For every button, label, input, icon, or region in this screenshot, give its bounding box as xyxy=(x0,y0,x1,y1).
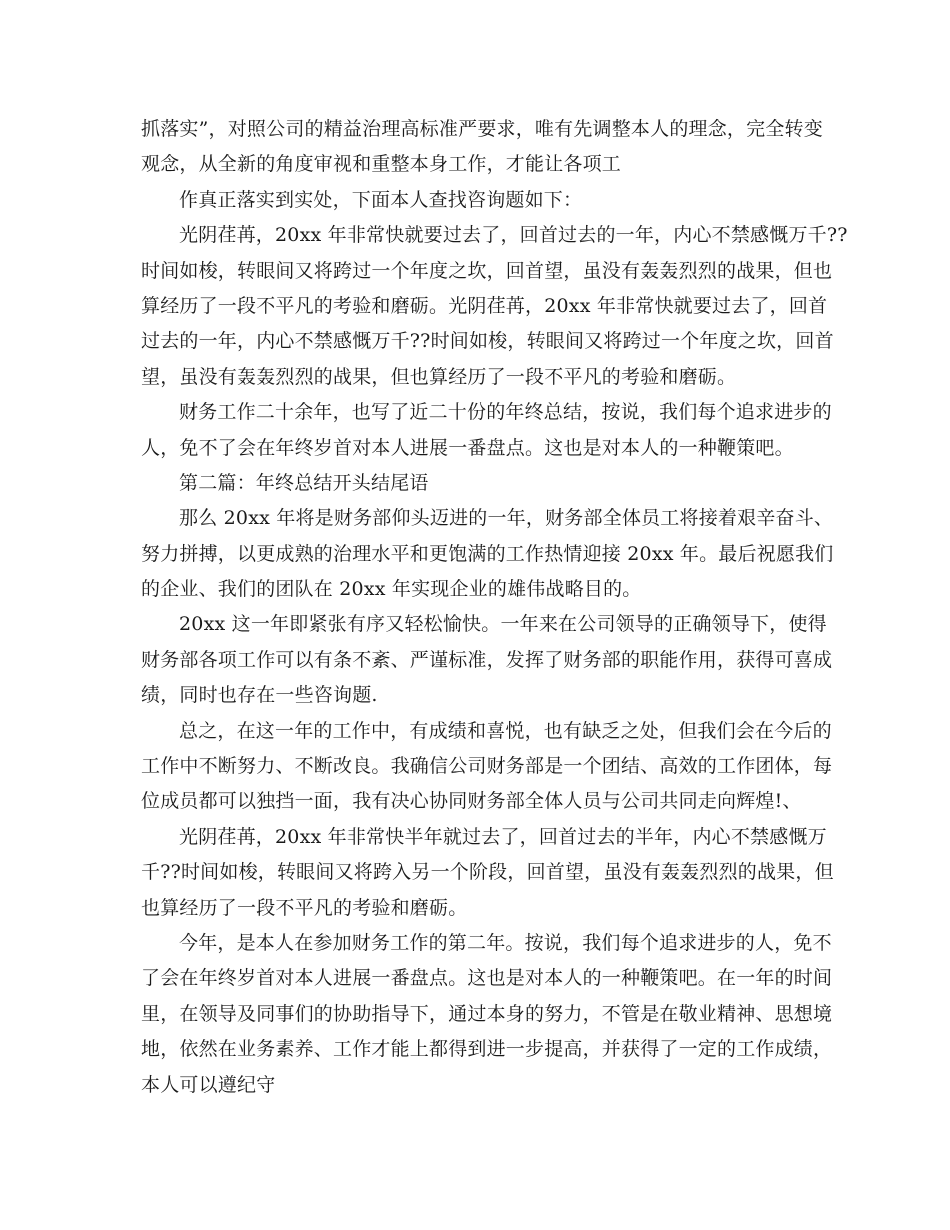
text-line: 今年，是本人在参加财务工作的第二年。按说，我们每个追求进步的人，免不 xyxy=(179,931,832,954)
text-line: 本人可以遵纪守 xyxy=(141,1073,276,1096)
text-line: 第二篇：年终总结开头结尾语 xyxy=(179,471,429,494)
text-line: 的企业、我们的团队在 20xx 年实现企业的雄伟战略目的。 xyxy=(141,578,642,601)
text-line: 光阴荏苒，20xx 年非常快就要过去了，回首过去的一年，内心不禁感慨万千?? xyxy=(179,224,848,247)
text-line: 算经历了一段不平凡的考验和磨砺。光阴荏苒，20xx 年非常快就要过去了，回首 xyxy=(141,294,828,317)
text-line: 里，在领导及同事们的协助指导下，通过本身的努力，不管是在敬业精神、思想境 xyxy=(141,1002,833,1025)
text-line: 20xx 这一年即紧张有序又轻松愉快。一年来在公司领导的正确领导下，使得 xyxy=(179,613,827,636)
text-line: 财务部各项工作可以有条不紊、严谨标准，发挥了财务部的职能作用，获得可喜成 xyxy=(141,648,833,671)
text-line: 时间如梭，转眼间又将跨过一个年度之坎，回首望，虽没有轰轰烈烈的战果，但也 xyxy=(141,259,833,282)
text-line: 那么 20xx 年将是财务部仰头迈进的一年，财务部全体员工将接着艰辛奋斗、 xyxy=(179,507,834,530)
text-line: 千??时间如梭，转眼间又将跨入另一个阶段，回首望，虽没有轰轰烈烈的战果，但 xyxy=(141,861,834,884)
text-line: 光阴荏苒，20xx 年非常快半年就过去了，回首过去的半年，内心不禁感慨万 xyxy=(179,825,827,848)
document-body-text xyxy=(141,112,848,1103)
text-line: 地，依然在业务素养、工作才能上都得到进一步提高，并获得了一定的工作成绩， xyxy=(141,1038,833,1061)
text-line: 人，免不了会在年终岁首对本人进展一番盘点。这也是对本人的一种鞭策吧。 xyxy=(141,436,794,459)
text-line: 作真正落实到实处，下面本人查找咨询题如下： xyxy=(179,188,583,211)
text-line: 努力拼搏，以更成熟的治理水平和更饱满的工作热情迎接 20xx 年。最后祝愿我们 xyxy=(141,542,834,565)
text-line: 望，虽没有轰轰烈烈的战果，但也算经历了一段不平凡的考验和磨砺。 xyxy=(141,365,737,388)
text-line: 观念，从全新的角度审视和重整本身工作，才能让各项工 xyxy=(141,153,622,176)
text-line: 过去的一年，内心不禁感慨万千??时间如梭，转眼间又将跨过一个年度之坎，回首 xyxy=(141,330,834,353)
text-line: 抓落实”，对照公司的精益治理高标准严要求，唯有先调整本人的理念，完全转变 xyxy=(141,118,823,140)
text-line: 了会在年终岁首对本人进展一番盘点。这也是对本人的一种鞭策吧。在一年的时间 xyxy=(141,967,833,990)
text-line: 总之，在这一年的工作中，有成绩和喜悦，也有缺乏之处，但我们会在今后的 xyxy=(179,719,832,742)
text-line: 位成员都可以独挡一面，我有决心协同财务部全体人员与公司共同走向辉煌!、 xyxy=(141,790,802,813)
text-line: 也算经历了一段不平凡的考验和磨砺。 xyxy=(141,896,468,919)
text-line: 工作中不断努力、不断改良。我确信公司财务部是一个团结、高效的工作团体，每 xyxy=(141,755,833,778)
text-line: 绩，同时也存在一些咨询题. xyxy=(141,684,378,707)
text-line: 财务工作二十余年，也写了近二十份的年终总结，按说，我们每个追求进步的 xyxy=(179,401,832,424)
